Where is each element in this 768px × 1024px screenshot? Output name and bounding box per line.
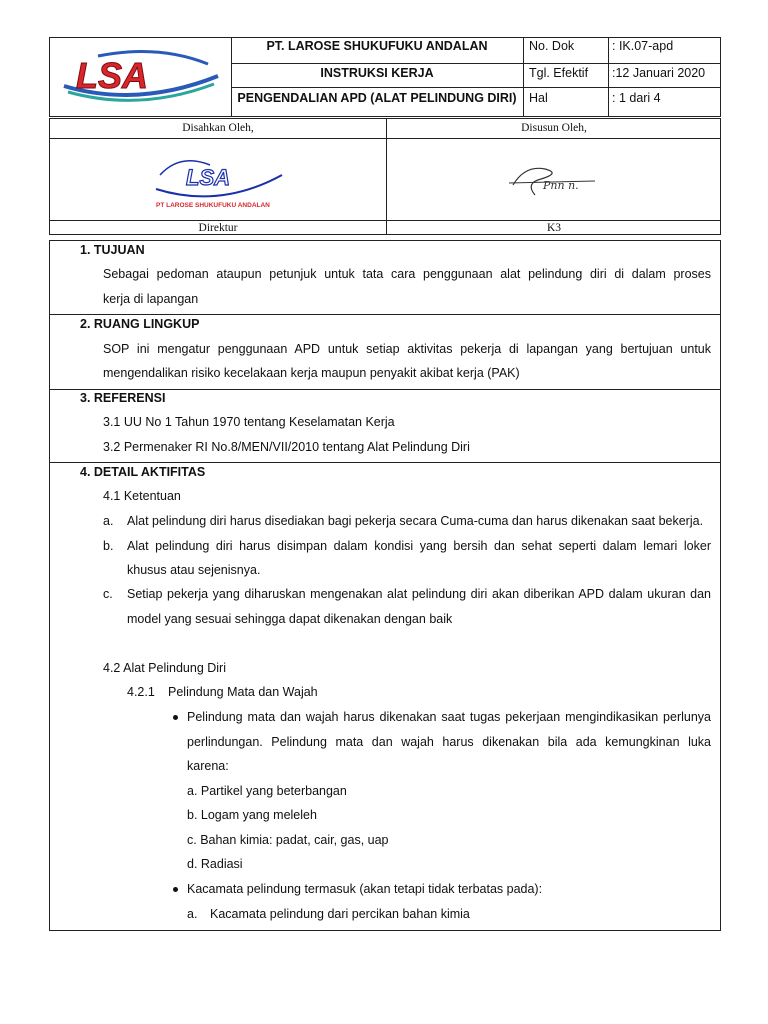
- section-1-text-line2: kerja di lapangan: [103, 292, 199, 306]
- item-c-text-line2: model yang sesuai sehingga dapat dikenakan dengan baik: [127, 612, 453, 626]
- company-logo: [58, 46, 224, 110]
- hal-label: Hal: [529, 91, 548, 105]
- stamp-caption: PT LAROSE SHUKUFUKU ANDALAN: [156, 202, 270, 209]
- subsection-4-2: 4.2 Alat Pelindung Diri: [103, 661, 226, 675]
- subsection-4-2-1-title: Pelindung Mata dan Wajah: [168, 685, 318, 699]
- svg-text:LSA: LSA: [186, 165, 230, 190]
- signature: [505, 155, 605, 200]
- subsection-4-1: 4.1 Ketentuan: [103, 489, 181, 503]
- section-3-title: 3. REFERENSI: [80, 391, 166, 405]
- svg-text:Pnn n.: Pnn n.: [543, 179, 579, 192]
- approved-by-label: Disahkan Oleh,: [182, 122, 254, 134]
- section-2-title: 2. RUANG LINGKUP: [80, 317, 200, 331]
- section-4-title: 4. DETAIL AKTIFITAS: [80, 465, 206, 479]
- sub-item-b: b. Logam yang meleleh: [187, 808, 317, 822]
- prepared-by-label: Disusun Oleh,: [521, 122, 587, 134]
- item-b-text-line1: Alat pelindung diri harus disimpan dalam kondisi yang bersih dan sehat seperti dalam lemari loker: [127, 539, 711, 553]
- item-b-marker: b.: [103, 539, 114, 553]
- bullet-dot: [173, 715, 178, 720]
- approver-role: Direktur: [198, 222, 238, 234]
- bullet-2-text: Kacamata pelindung termasuk (akan tetapi tidak terbatas pada):: [187, 882, 543, 896]
- section-2-text-line1: SOP ini mengatur penggunaan APD untuk setiap aktivitas pekerja di lapangan yang bertujuan untuk: [103, 342, 711, 356]
- preparer-role: K3: [546, 222, 562, 234]
- sub-item-d: d. Radiasi: [187, 857, 243, 871]
- no-dok-value: : IK.07-apd: [612, 39, 674, 53]
- section-2-text-line2: mengendalikan risiko kecelakaan kerja maupun penyakit akibat kerja (PAK): [103, 366, 520, 380]
- reference-1: 3.1 UU No 1 Tahun 1970 tentang Keselamatan Kerja: [103, 415, 395, 429]
- bullet-2-item-a-text: Kacamata pelindung dari percikan bahan kimia: [210, 907, 470, 921]
- approval-table: [49, 118, 721, 235]
- bullet-1-line1: Pelindung mata dan wajah harus dikenakan saat tugas pekerjaan mengindikasikan perlunya: [187, 710, 711, 724]
- bullet-2-item-a-marker: a.: [187, 907, 198, 921]
- sub-item-a: a. Partikel yang beterbangan: [187, 784, 347, 798]
- bullet-1-line2: perlindungan. Pelindung mata dan wajah harus dikenakan bila ada kemungkinan luka: [187, 735, 711, 749]
- bullet-1-line3: karena:: [187, 759, 229, 773]
- item-a-marker: a.: [103, 514, 114, 528]
- company-name: PT. LAROSE SHUKUFUKU ANDALAN: [266, 39, 488, 53]
- subsection-4-2-1-number: 4.2.1: [127, 685, 155, 699]
- section-1-title: 1. TUJUAN: [80, 243, 145, 257]
- hal-value: : 1 dari 4: [612, 91, 661, 105]
- reference-2: 3.2 Permenaker RI No.8/MEN/VII/2010 tentang Alat Pelindung Diri: [103, 440, 470, 454]
- company-stamp: [150, 145, 300, 215]
- tgl-efektif-value: :12 Januari 2020: [612, 66, 706, 80]
- document-header: [49, 37, 721, 117]
- document-subject: PENGENDALIAN APD (ALAT PELINDUNG DIRI): [237, 91, 517, 105]
- document-type: INSTRUKSI KERJA: [320, 66, 434, 80]
- logo-text: LSA: [76, 55, 148, 96]
- item-c-text-line1: Setiap pekerja yang diharuskan mengenakan alat pelindung diri akan diberikan APD dalam ukuran dan: [127, 587, 711, 601]
- item-b-text-line2: khusus atau sejenisnya.: [127, 563, 261, 577]
- sub-item-c: c. Bahan kimia: padat, cair, gas, uap: [187, 833, 389, 847]
- item-a-text: Alat pelindung diri harus disediakan bagi pekerja secara Cuma-cuma dan harus dikenakan saat bekerja.: [127, 514, 704, 528]
- section-1-text-line1: Sebagai pedoman ataupun petunjuk untuk tata cara penggunaan alat pelindung diri di dalam proses: [103, 267, 711, 281]
- tgl-efektif-label: Tgl. Efektif: [529, 66, 589, 80]
- no-dok-label: No. Dok: [529, 39, 575, 53]
- item-c-marker: c.: [103, 587, 113, 601]
- bullet-dot: [173, 887, 178, 892]
